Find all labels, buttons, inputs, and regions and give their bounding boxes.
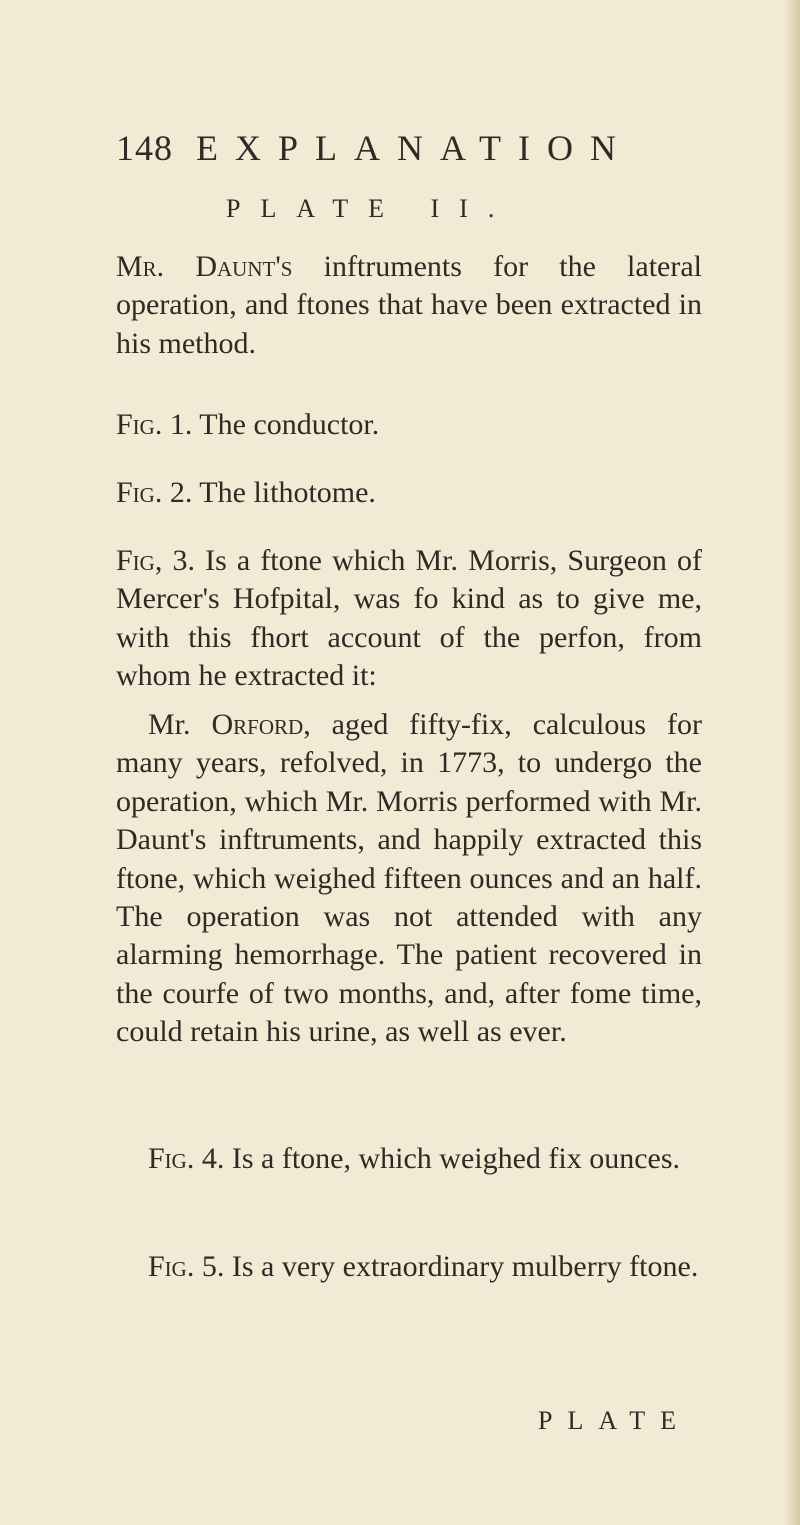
figure-3-text: Is a ftone which Mr. Morris, Surgeon of Mercer's Hofpital, was fo kind as to give me, with this fhort account of the perfon, from whom he extracted it: (116, 544, 702, 693)
figure-1-label: Fig. 1. (116, 408, 193, 441)
running-title: EXPLANATION (196, 128, 633, 168)
page-number: 148 (116, 128, 173, 168)
figure-1-text: The conductor. (192, 408, 380, 441)
case-prefix: Mr. (148, 708, 212, 741)
figure-5-label: Fig. 5. (148, 1250, 225, 1283)
figure-4-text: Is a ftone, which weighed fix ounces. (224, 1142, 681, 1175)
figure-1-entry (116, 406, 702, 444)
figure-3-entry (116, 542, 702, 696)
figure-4-label: Fig. 4. (148, 1142, 225, 1175)
figure-5-text: Is a very extraordinary mulberry ftone. (224, 1250, 699, 1283)
figure-2-entry (116, 474, 702, 512)
plate-heading: PLATE II. (226, 194, 515, 223)
case-paragraph (116, 706, 702, 1052)
catchword: PLATE (538, 1406, 691, 1435)
figure-3-label: Fig, 3. (116, 544, 195, 577)
case-name: Orford (211, 708, 304, 741)
intro-name: Mr. Daunt's (116, 250, 293, 283)
intro-paragraph (116, 248, 702, 363)
intro-text: inftruments for the lateral operation, and ftones that have been extracted in his method. (116, 250, 702, 360)
figure-5-entry (116, 1248, 702, 1286)
case-text: , aged fifty-fix, calculous for many years, refolved, in 1773, to undergo the operation, which Mr. Morris performed with Mr. Daunt's inftruments, and happily extracted this ftone, which weighed fifteen ounces and an half. The operation was not attended with any alarming hemorrhage. The patient recovered in the courfe of two months, and, after fome time, could retain his urine, as well as ever. (116, 708, 702, 1049)
figure-4-entry (116, 1140, 702, 1178)
figure-2-text: The lithotome. (192, 476, 376, 509)
figure-2-label: Fig. 2. (116, 476, 193, 509)
